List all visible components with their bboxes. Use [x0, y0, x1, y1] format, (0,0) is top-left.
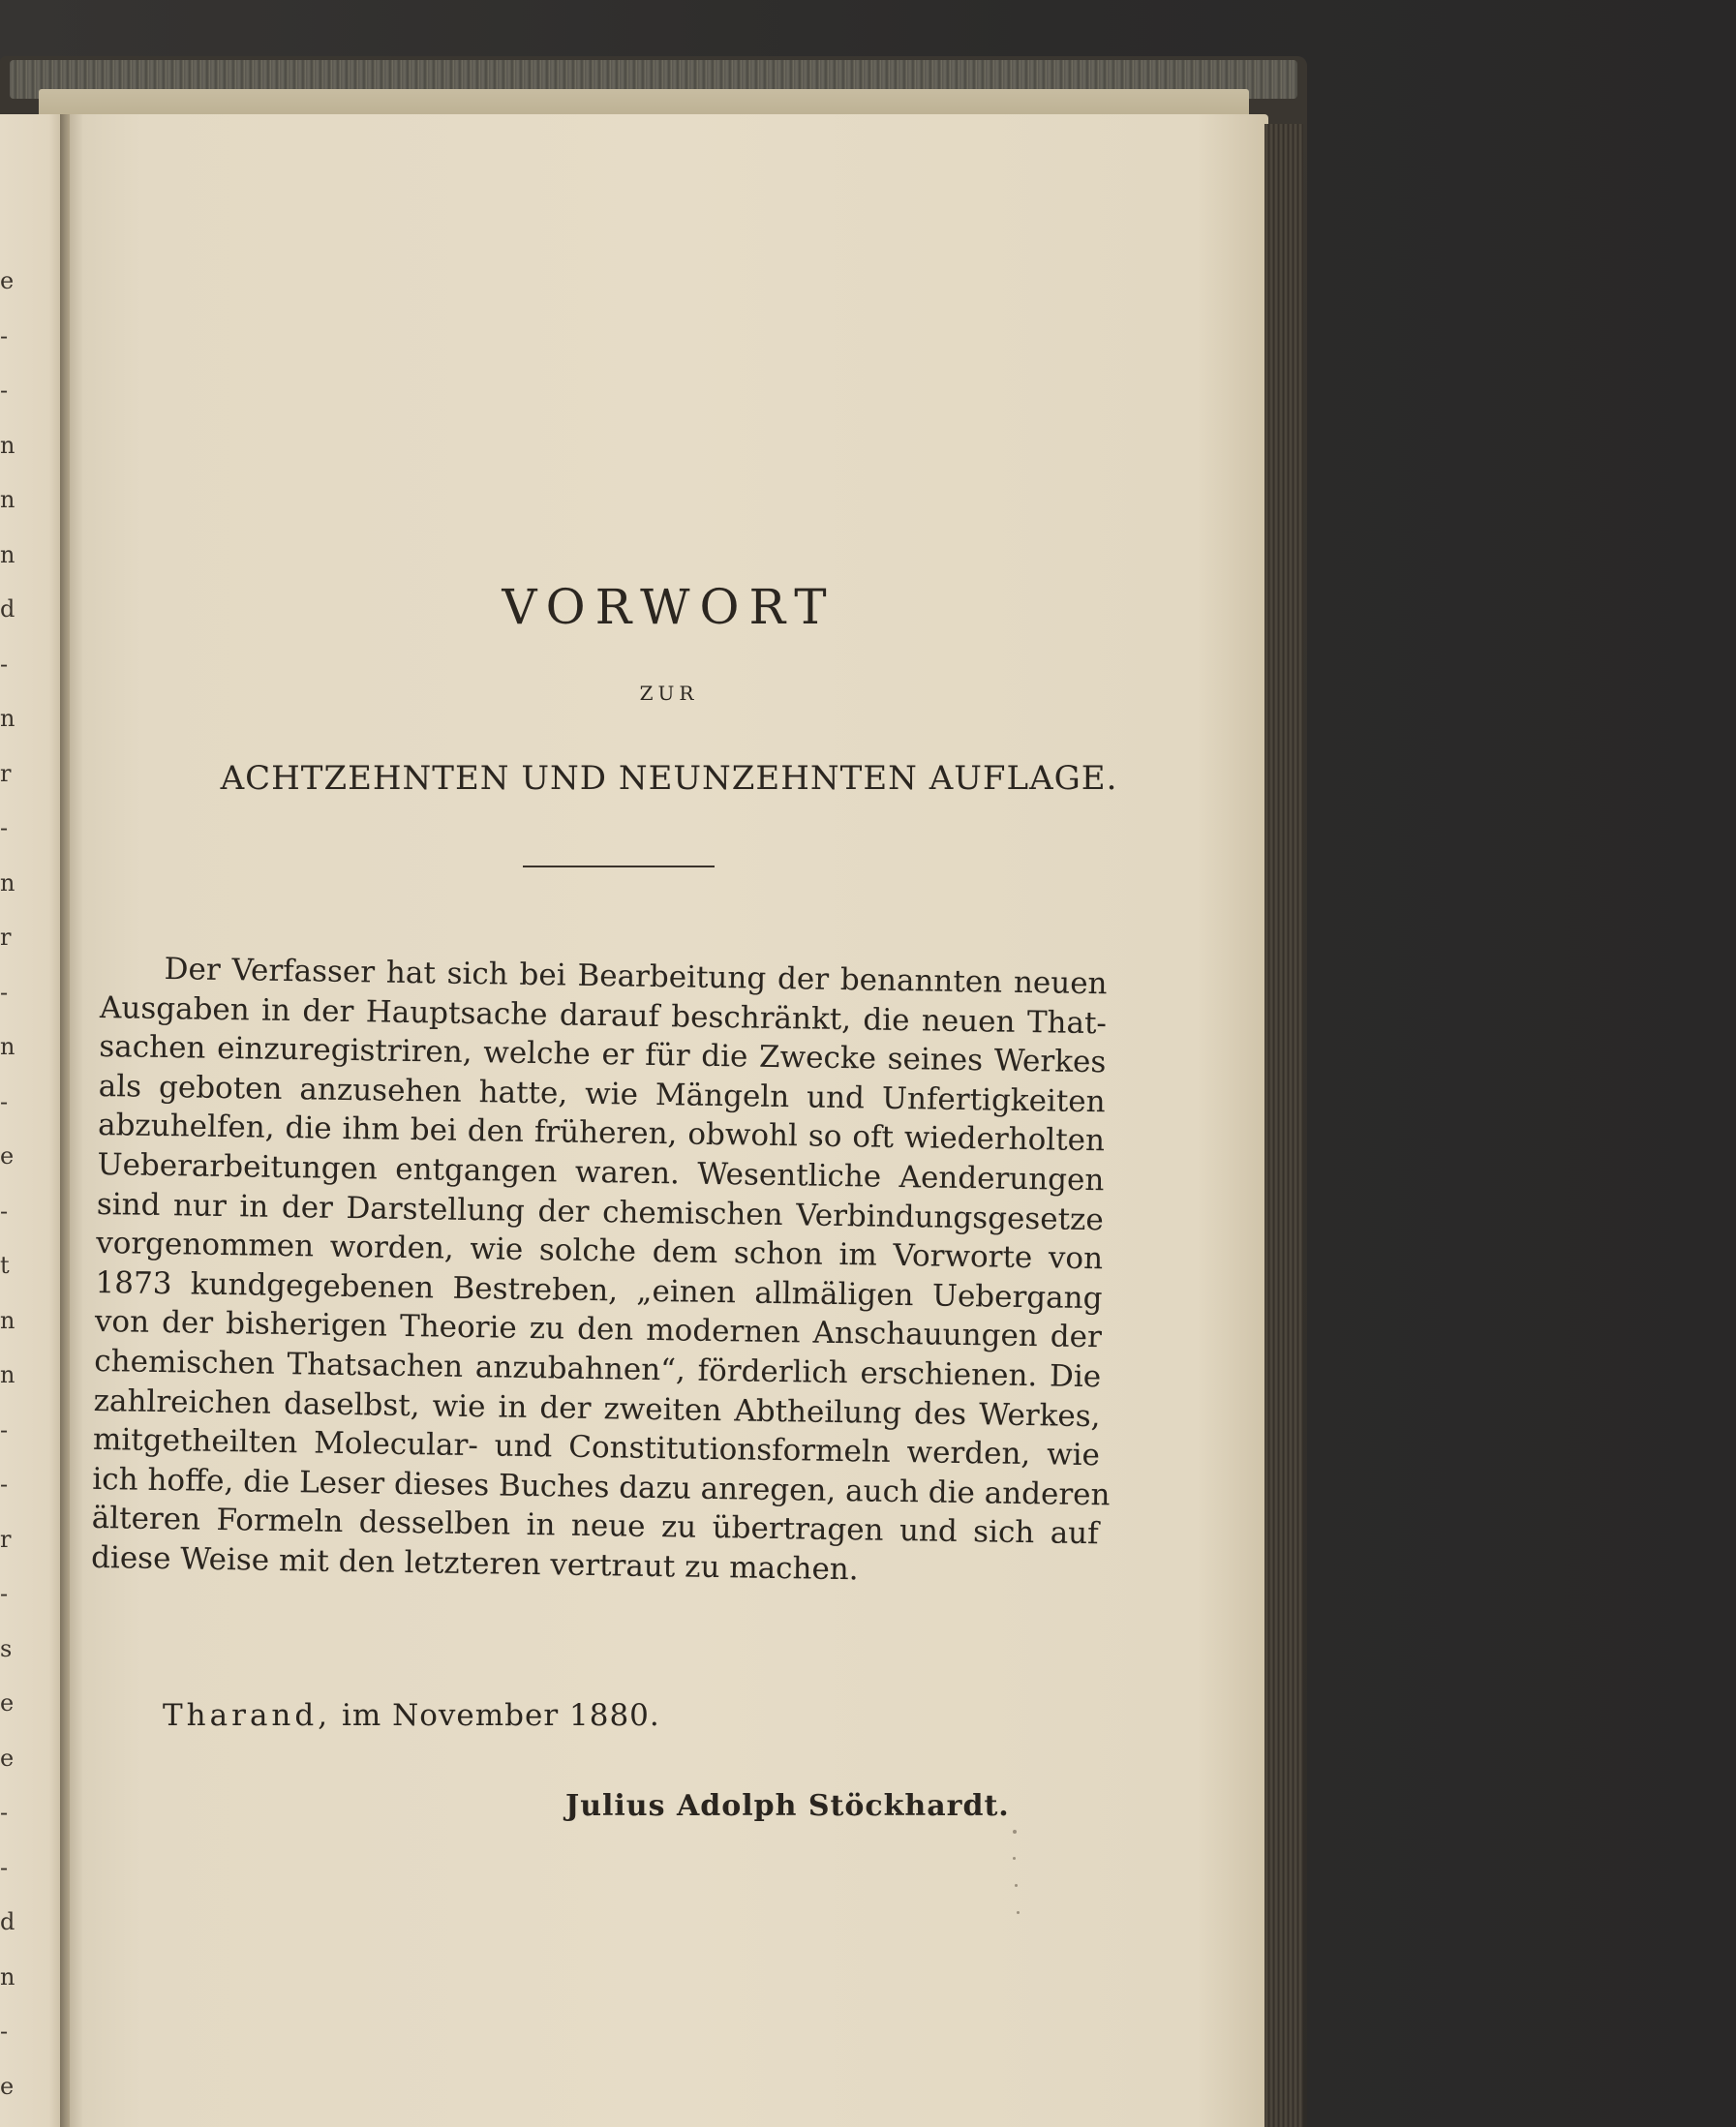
- left-page-glyph: d: [0, 595, 15, 623]
- left-page-glyph: e: [0, 267, 15, 294]
- place: Tharand,: [163, 1698, 332, 1733]
- subtitle-edition: ACHTZEHNTEN UND NEUNZEHNTEN AUFLAGE.: [220, 759, 1118, 798]
- left-page-glyph: n: [0, 705, 15, 732]
- left-page-glyph: -: [0, 2018, 9, 2045]
- body-line: als geboten anzusehen hatte, wie Mängeln und Unfertigkeiten: [98, 1068, 1106, 1120]
- date: im November 1880.: [331, 1698, 660, 1733]
- body-line: zahlreichen daselbst, wie in der zweiten Abtheilung des Werkes,: [93, 1383, 1101, 1434]
- body-line: älteren Formeln desselben in neue zu übertragen und sich auf: [91, 1501, 1099, 1552]
- left-page-glyph: n: [0, 431, 15, 459]
- body-line: von der bisherigen Theorie zu den modernen Anschauungen der: [94, 1304, 1103, 1355]
- left-page-glyph: -: [0, 650, 9, 678]
- left-page-glyph: n: [0, 1306, 15, 1334]
- left-page-glyph: -: [0, 814, 9, 841]
- left-page-glyph: -: [0, 321, 9, 349]
- body-line: abzuhelfen, die ihm bei den früheren, obwohl so oft wiederholten: [97, 1108, 1106, 1159]
- paper-speck: [1017, 1911, 1020, 1914]
- left-page-glyph: s: [0, 1634, 13, 1662]
- left-page-glyph: r: [0, 924, 12, 951]
- left-page-glyph: -: [0, 1415, 9, 1443]
- book-page: [70, 114, 1268, 2127]
- page-title: VORWORT: [502, 579, 837, 635]
- left-page-glyph: e: [0, 2072, 15, 2100]
- body-line: diese Weise mit den letzteren vertraut zu machen.: [90, 1539, 859, 1588]
- left-page-glyph: t: [0, 1252, 10, 1279]
- left-page-glyph: -: [0, 1799, 9, 1826]
- body-line: Der Verfasser hat sich bei Bearbeitung der benannten neuen: [164, 952, 1108, 1002]
- left-page-glyph: -: [0, 1087, 9, 1115]
- body-line: mitgetheilten Molecular- und Constitutionsformeln werden, wie: [92, 1422, 1101, 1474]
- body-line: vorgenommen worden, wie solche dem schon im Vorworte von: [95, 1226, 1104, 1277]
- place-date-line: [163, 1698, 660, 1733]
- left-page-glyph: -: [0, 377, 9, 404]
- body-line: sachen einzuregistriren, welche er für die Zwecke seines Werkes: [99, 1029, 1107, 1080]
- preface-body: [90, 949, 1111, 1594]
- body-line: chemischen Thatsachen anzubahnen“, förderlich erschienen. Die: [94, 1343, 1102, 1395]
- left-page-glyph: r: [0, 1525, 12, 1553]
- left-page-glyph: n: [0, 540, 15, 568]
- body-line: ich hoffe, die Leser dieses Buches dazu anregen, auch die anderen: [92, 1461, 1111, 1513]
- page-content: [70, 114, 1268, 2127]
- left-page-glyph: -: [0, 1580, 9, 1607]
- paper-speck: [1015, 1884, 1018, 1887]
- body-line: Ausgaben in der Hauptsache darauf beschränkt, die neuen That-: [99, 989, 1108, 1041]
- page-edges-right: [1264, 124, 1303, 2127]
- left-page-text-fragments: [0, 114, 14, 2127]
- subtitle-zur: ZUR: [639, 682, 699, 705]
- left-page-glyph: e: [0, 1744, 15, 1772]
- left-page-glyph: n: [0, 1033, 15, 1060]
- author-signature: Julius Adolph Stöckhardt.: [565, 1789, 1010, 1823]
- left-page-glyph: e: [0, 1142, 15, 1170]
- left-page-glyph: d: [0, 1908, 15, 1935]
- page-gutter-shadow: [60, 114, 83, 2127]
- paper-speck: [1013, 1857, 1016, 1860]
- paper-speck: [1013, 1830, 1017, 1834]
- left-page-glyph: e: [0, 1689, 15, 1717]
- divider-rule: [523, 866, 715, 867]
- left-page-glyph: -: [0, 1471, 9, 1498]
- left-page-glyph: r: [0, 759, 12, 787]
- left-page-glyph: -: [0, 978, 9, 1006]
- left-page-glyph: -: [0, 1853, 9, 1881]
- left-page-glyph: n: [0, 868, 15, 896]
- body-line: sind nur in der Darstellung der chemischen Verbindungsgesetze: [96, 1186, 1105, 1237]
- body-line: 1873 kundgegebenen Bestreben, „einen allmäligen Uebergang: [95, 1264, 1103, 1317]
- left-page-glyph: n: [0, 1962, 15, 1990]
- left-page-glyph: n: [0, 1361, 15, 1388]
- left-page-glyph: -: [0, 1197, 9, 1225]
- left-page-glyph: n: [0, 486, 15, 513]
- body-line: Ueberarbeitungen entgangen waren. Wesentliche Aenderungen: [97, 1146, 1105, 1199]
